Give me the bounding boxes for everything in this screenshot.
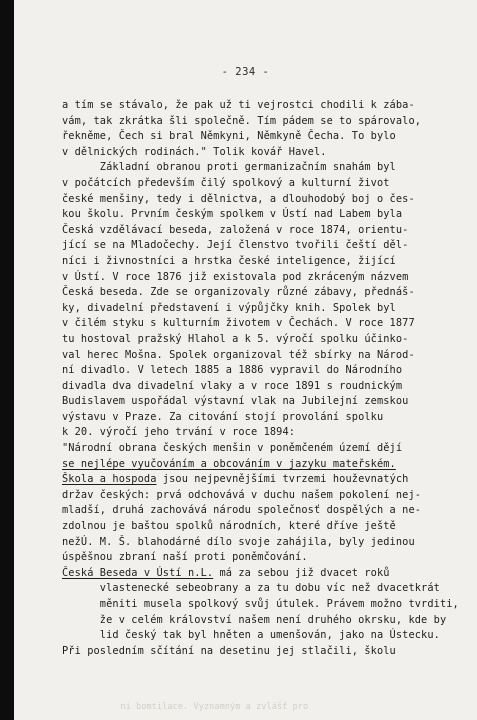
text-line: ky, divadelní představení i výpůjčky knih. Spolek byl [62,301,396,314]
bleed-through-text: ni bomtilace. Vyznamným a zvlášť pro [110,702,309,712]
text-line: řekněme, Čech si bral Němkyni, Němkyně Čecha. To bylo [62,130,396,143]
text-line: držav českých: prvá odchovává v duchu našem pokolení nej- [62,488,422,501]
text-line: české menšiny, tedy i dělnictva, a dlouhodobý boj o čes- [62,192,415,205]
text-line: zdolnou je baštou spolků národních, které dříve ještě [62,520,396,533]
underlined-phrase: Škola a hospoda [62,473,157,486]
text-line: jící se na Mladočechy. Její členstvo tvořili čeští děl- [62,239,409,252]
text-line: ní divadlo. V letech 1885 a 1886 vypravil do Národního [62,364,403,377]
text-line-with-underline [62,566,462,582]
underlined-line: se nejlépe vyučováním a obcováním v jazyku mateřském. [62,457,396,470]
text-line: Česká vzdělávací beseda, založená v roce 1874, orientu- [62,223,409,236]
text-line: v počátcích především čilý spolkový a kulturní život [62,176,390,189]
text-line: že v celém království našem není druhého okrsku, kde by [62,613,447,626]
text-line: kou školu. Prvním českým spolkem v Ústí nad Labem byla [62,208,403,221]
text-line: v Ústí. V roce 1876 již existovala pod zkráceným názvem [62,270,409,283]
underlined-phrase: Česká Beseda v Ústí n.L. [62,566,214,579]
text-line: vlastenecké sebeobrany a za tu dobu víc než dvacetkrát [62,582,440,595]
text-line: divadla dva divadelní vlaky a v roce 1891 s roudnickým [62,379,403,392]
text-line: výstavu v Praze. Za citování stojí provolání spolku [62,410,384,423]
text-line: tu hostoval pražský Hlahol a k 5. výročí spolku účinko- [62,332,409,345]
text-line: lid český tak byl hněten a umenšován, jako na Ústecku. [62,629,440,642]
text-line: mladší, druhá zachovává národu společnosť dospělých a ne- [62,504,422,517]
text-line: Budislavem uspořádal výstavní vlak na Jubilejní zemskou [62,395,409,408]
text-line: Česká beseda. Zde se organizovaly různé zábavy, přednáš- [62,286,415,299]
text-line: měniti musela spolkový svůj útulek. Právem možno tvrditi, [62,598,459,610]
text-line: vám, tak zkrátka šli společně. Tím pádem se to spárovalo, [62,114,422,127]
document-page [14,0,477,720]
text-line: k 20. výročí jeho trvání v roce 1894: [62,426,296,439]
text-line: úspěšnou zbraní naší proti poněmčování. [62,551,308,564]
text-line-rest: má za sebou již dvacet roků [213,566,390,579]
text-line-with-underline [62,472,462,488]
text-line: v dělnických rodinách." Tolik kovář Havel. [62,145,327,158]
body-text [62,98,462,659]
text-line: v čilém styku s kulturním životem v Čechách. V roce 1877 [62,317,415,330]
text-line: a tím se stávalo, že pak už ti vejrostci chodili k zába- [62,99,415,111]
text-line: Základní obranou proti germanizačním snahám byl [62,161,396,174]
text-line: níci i živnostníci a hrstka české inteligence, žijící [62,254,396,267]
page-number: - 234 - [221,66,270,78]
text-line-rest: jsou nejpevnějšími tvrzemi houževnatých [156,473,409,486]
text-line: nežÚ. M. Š. blahodárné dílo svoje zahájila, byly jedinou [62,535,415,548]
text-line: Při posledním sčítání na desetinu jej stlačili, školu [62,644,396,657]
text-line: "Národní obrana českých menšin v poněmčeném území dějí [62,442,403,455]
text-line: val herec Mošna. Spolek organizoval též sbírky na Národ- [62,348,415,361]
